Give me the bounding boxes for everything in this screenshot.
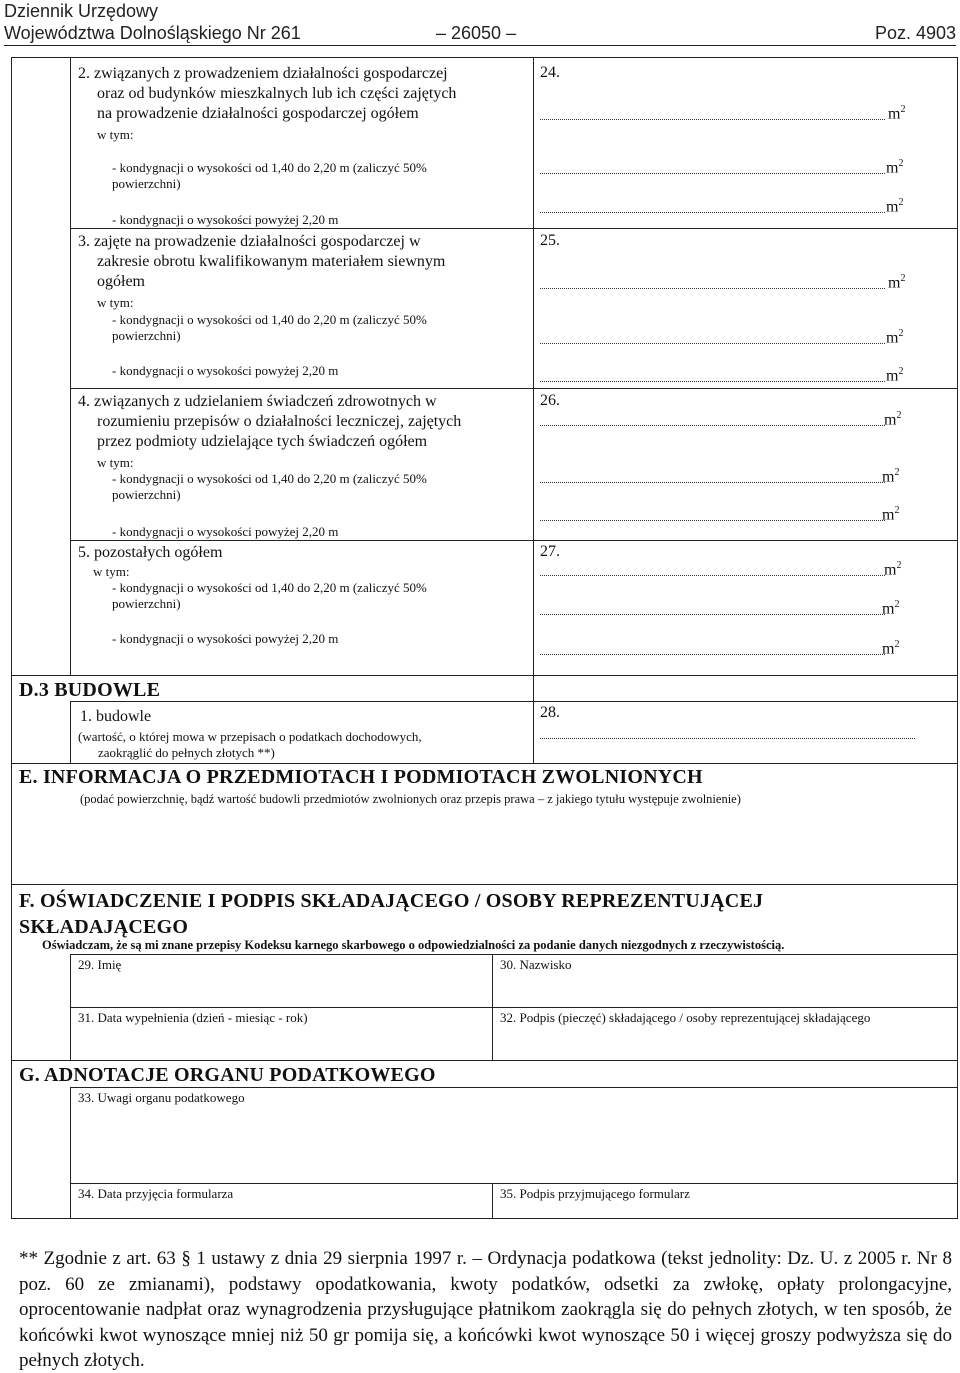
sub-item-low [112,471,427,503]
field-number: 27. [540,543,560,560]
row-title-line: przez podmioty udzielające tych świadczeń ogółem [97,433,428,450]
unit-m2: $m^2$ [888,273,906,292]
low-area-field[interactable] [540,332,885,344]
fill-date-label: 31. Data wypełnienia (dzień - miesiąc - rok) [78,1010,308,1025]
receiver-signature-field[interactable] [494,1200,956,1218]
sub-item-low [112,580,427,612]
receiver-signature-label: 35. Podpis przyjmującego formularz [500,1186,690,1201]
row-divider [70,540,958,541]
table-left-border [70,701,71,763]
unit-m2: $m^2$ [888,104,906,123]
section-divider [11,1060,958,1061]
section-g-title: G. ADNOTACJE ORGANU PODATKOWEGO [19,1064,436,1086]
signature-field[interactable] [494,1028,956,1058]
total-area-field[interactable] [540,108,885,120]
unit-m2: $m^2$ [882,505,900,524]
sub-item-line: powierzchni) [112,328,181,343]
sub-item-line: - kondygnacji o wysokości od 1,40 do 2,20 m (zaliczyć 50% [112,312,427,327]
unit-m2: $m^2$ [884,560,902,579]
page-number: – 26050 – [436,23,517,43]
sub-item-low [112,160,427,192]
row-title-line: oraz od budynków mieszkalnych lub ich części zajętych [97,85,457,102]
sub-item-line: - kondygnacji o wysokości od 1,40 do 2,20 m (zaliczyć 50% [112,471,427,486]
high-area-field[interactable] [540,370,885,382]
section-e-note: (podać powierzchnię, bądź wartość budowli przedmiotów zwolnionych oraz przepis prawa – z jakiego tytułu występuje zwolnienie) [80,792,741,806]
d3-note-line: (wartość, o której mowa w przepisach o podatkach dochodowych, [78,729,422,744]
sub-item-line: - kondygnacji o wysokości od 1,40 do 2,20 m (zaliczyć 50% [112,580,427,595]
unit-m2: $m^2$ [882,467,900,486]
unit-m2: $m^2$ [886,366,904,385]
w-tym-label: w tym: [97,127,134,142]
field-number: 28. [540,704,560,721]
row-divider [70,228,958,229]
w-tym-label: w tym: [97,295,134,310]
total-area-field[interactable] [540,564,885,576]
receipt-date-label: 34. Data przyjęcia formularza [78,1186,234,1201]
sub-item-high: - kondygnacji o wysokości powyżej 2,20 m [112,524,339,539]
row-title [78,392,461,452]
row-title-line: ogółem [97,273,145,290]
unit-m2: $m^2$ [882,639,900,658]
d3-note-line: zaokrąglić do pełnych złotych **) [98,745,275,760]
section-f-title-line: F. OŚWIADCZENIE I PODPIS SKŁADAJĄCEGO / OSOBY REPREZENTUJĄCEJ [19,890,764,912]
receipt-date-field[interactable] [72,1200,490,1218]
unit-m2: $m^2$ [882,599,900,618]
exemptions-area[interactable] [80,810,950,880]
high-area-field[interactable] [540,509,885,521]
structures-value-field[interactable] [540,727,915,739]
grid-divider [70,1087,958,1088]
grid-divider [70,1183,958,1184]
sub-item-high: - kondygnacji o wysokości powyżej 2,20 m [112,363,339,378]
sub-item-line: powierzchni) [112,487,181,502]
tax-office-notes-label: 33. Uwagi organu podatkowego [78,1090,245,1105]
w-tym-label: w tym: [97,455,134,470]
low-area-field[interactable] [540,162,885,174]
surname-field[interactable] [494,975,956,1005]
row-title [78,543,222,563]
row-title-line: 5. pozostałych ogółem [78,544,223,561]
sub-item-line: - kondygnacji o wysokości od 1,40 do 2,20 m (zaliczyć 50% [112,160,427,175]
first-name-field[interactable] [72,975,490,1005]
unit-m2: $m^2$ [884,410,902,429]
declaration-text: Oświadczam, że są mi znane przepisy Kodeksu karnego skarbowego o odpowiedzialności za podanie danych niezgodnych z rzeczywistością. [42,938,785,952]
fill-date-field[interactable] [72,1028,490,1058]
section-d3-title: D.3 BUDOWLE [19,679,161,701]
total-area-field[interactable] [540,277,885,289]
row-title-line: zakresie obrotu kwalifikowanym materiałem siewnym [97,253,446,270]
surname-label: 30. Nazwisko [500,957,572,972]
section-e-title: E. INFORMACJA O PRZEDMIOTACH I PODMIOTACH ZWOLNIONYCH [19,766,703,788]
grid-divider [70,1007,958,1008]
footnote: ** Zgodnie z art. 63 § 1 ustawy z dnia 29 sierpnia 1997 r. – Ordynacja podatkowa (tekst jednolity: Dz. U. z 2005 r. Nr 8 poz. 60 ze zmianami), podstawy opodatkowania, kwoty podatków, odsetki za zwłokę, opłaty prolongacyjne, oprocentowanie nadpłat oraz wynagrodzenia przysługujące płatnikom zaokrągla się do pełnych złotych, w ten sposób, że końcówki kwot wynoszące mniej niż 50 gr pomija się, a końcówki kwot wynoszące 50 i więcej groszy podwyższa się do pełnych złotych. [19,1248,952,1371]
row-divider [70,701,958,702]
unit-m2: $m^2$ [886,158,904,177]
high-area-field[interactable] [540,201,885,213]
tax-office-notes-field[interactable] [72,1108,956,1180]
grid-divider [70,1087,71,1219]
row-title-line: 2. związanych z prowadzeniem działalności gospodarczej [78,65,448,82]
grid-divider [492,1183,493,1219]
w-tym-label: w tym: [93,564,130,579]
section-divider [11,763,958,764]
table-column-divider [533,57,534,763]
first-name-label: 29. Imię [78,957,122,972]
position-number: Poz. 4903 [874,23,956,43]
signature-label: 32. Podpis (pieczęć) składającego / osoby reprezentującej składającego [500,1010,871,1025]
row-title [78,232,445,292]
unit-m2: $m^2$ [886,328,904,347]
field-number: 24. [540,64,560,81]
journal-title: Dziennik Urzędowy [4,1,159,21]
section-divider [11,884,958,885]
d3-item-label: 1. budowle [80,708,152,725]
sub-item-low [112,312,427,344]
sub-item-high: - kondygnacji o wysokości powyżej 2,20 m [112,212,339,227]
row-title-line: na prowadzenie działalności gospodarczej ogółem [97,105,419,122]
row-divider [11,675,958,676]
unit-m2: $m^2$ [886,197,904,216]
total-area-field[interactable] [540,414,885,426]
low-area-field[interactable] [540,603,885,615]
d3-note [78,729,422,761]
table-left-border [70,57,71,675]
row-title-line: 4. związanych z udzielaniem świadczeń zdrowotnych w [78,393,437,410]
header-rule [4,45,956,46]
row-title [78,64,456,124]
sub-item-high: - kondygnacji o wysokości powyżej 2,20 m [112,631,339,646]
sub-item-line: powierzchni) [112,176,181,191]
row-title-line: rozumieniu przepisów o działalności leczniczej, zajętych [97,413,462,430]
field-number: 25. [540,232,560,249]
row-title-line: 3. zajęte na prowadzenie działalności gospodarczej w [78,233,421,250]
row-divider [70,388,958,389]
high-area-field[interactable] [540,643,885,655]
voivodeship-title: Województwa Dolnośląskiego Nr 261 [4,23,301,43]
field-number: 26. [540,392,560,409]
section-f-title [19,888,763,940]
low-area-field[interactable] [540,471,885,483]
section-f-title-line: SKŁADAJĄCEGO [19,916,189,938]
sub-item-line: powierzchni) [112,596,181,611]
